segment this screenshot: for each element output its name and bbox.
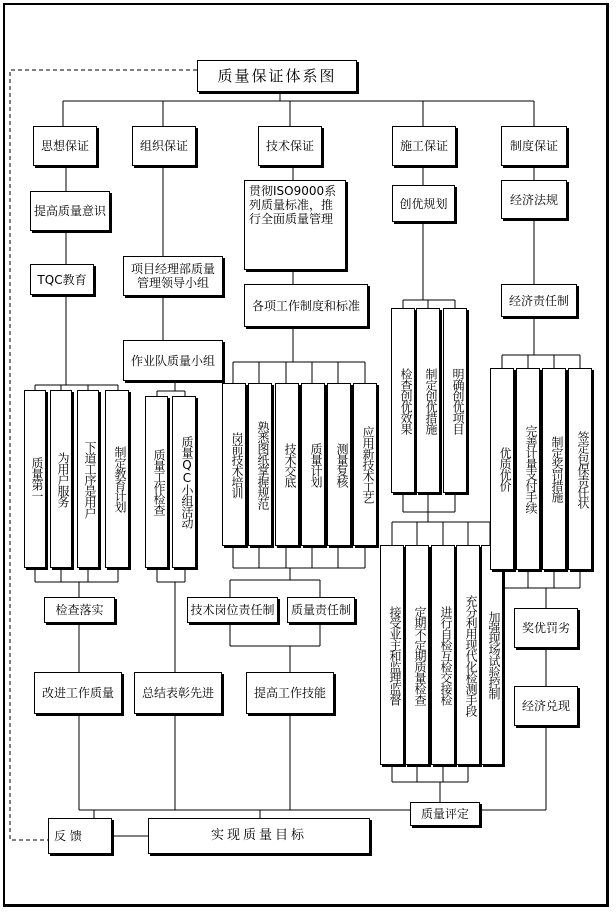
construction-lower-item-4: 充分利用现代化检测手段 xyxy=(456,545,480,765)
org-work-team: 作业队质量小组 xyxy=(123,340,223,381)
system-item-3: 制定奖罚措施 xyxy=(542,368,566,570)
construction-lower-item-3: 进行自检互检交接检 xyxy=(431,545,455,765)
system-item-1: 优质优价 xyxy=(490,368,514,570)
construction-lower-item-2: 定期不定期质量检查 xyxy=(405,545,429,765)
thought-item-2: 为用户服务 xyxy=(50,390,72,568)
tech-iso-standard: 贯彻ISO9000系列质量标准，推行全面质量管理 xyxy=(244,180,346,270)
system-item-4: 签定包保责任状 xyxy=(568,368,592,570)
tech-post-duty: 技术岗位责任制 xyxy=(187,597,278,623)
quality-target: 实现质量目标 xyxy=(148,818,370,854)
header-technology: 技术保证 xyxy=(258,126,322,166)
tech-quality-duty: 质量责任制 xyxy=(287,597,355,623)
header-construction: 施工保证 xyxy=(392,126,456,166)
diagram-title: 质量保证体系图 xyxy=(197,60,357,92)
system-law: 经济法规 xyxy=(501,180,567,219)
construction-lower-item-5: 加强现场试验控制 xyxy=(481,545,503,765)
thought-method: TQC教育 xyxy=(30,264,94,295)
system-reward: 奖优罚劣 xyxy=(514,608,578,648)
org-summary: 总结表彰先进 xyxy=(134,672,222,714)
feedback: 反 馈 xyxy=(48,818,112,854)
construction-item-2: 制定创优措施 xyxy=(416,308,440,493)
tech-item-4: 质量计划 xyxy=(301,383,325,546)
system-pay: 经济兑现 xyxy=(514,686,578,726)
thought-item-3: 下道工序是用户 xyxy=(77,390,99,568)
construction-lower-item-1: 接受业主和监理监督 xyxy=(380,545,404,765)
quality-evaluation: 质量评定 xyxy=(410,802,480,826)
thought-goal: 提高质量意识 xyxy=(30,191,110,231)
header-thought: 思想保证 xyxy=(33,126,97,166)
thought-check: 检查落实 xyxy=(44,597,115,623)
org-item-1: 质量工作检查 xyxy=(145,396,168,568)
org-leader-group: 项目经理部质量管理领导小组 xyxy=(123,256,223,296)
construction-plan: 创优规划 xyxy=(392,185,455,222)
tech-item-5: 测量复核 xyxy=(327,383,351,546)
tech-skill: 提高工作技能 xyxy=(246,672,334,714)
thought-improve: 改进工作质量 xyxy=(34,672,122,714)
system-duty: 经济责任制 xyxy=(501,284,577,317)
tech-item-3: 技术交底 xyxy=(275,383,299,546)
org-item-2: 质量QC小组活动 xyxy=(172,396,196,568)
header-organization: 组织保证 xyxy=(132,126,196,166)
tech-item-6: 应用新技术工艺 xyxy=(353,383,377,546)
system-item-2: 完善计量支付手续 xyxy=(516,368,540,570)
header-system: 制度保证 xyxy=(501,126,567,166)
tech-system-standard: 各项工作制度和标准 xyxy=(244,284,368,327)
tech-item-1: 岗前技术培训 xyxy=(222,383,246,546)
thought-item-1: 质量第一 xyxy=(24,390,46,568)
tech-item-2: 熟悉图纸掌握规范 xyxy=(248,383,272,546)
construction-item-3: 明确创优项目 xyxy=(443,308,467,493)
construction-item-1: 检查创优效果 xyxy=(391,308,415,493)
thought-item-4: 制定教育计划 xyxy=(105,390,129,568)
